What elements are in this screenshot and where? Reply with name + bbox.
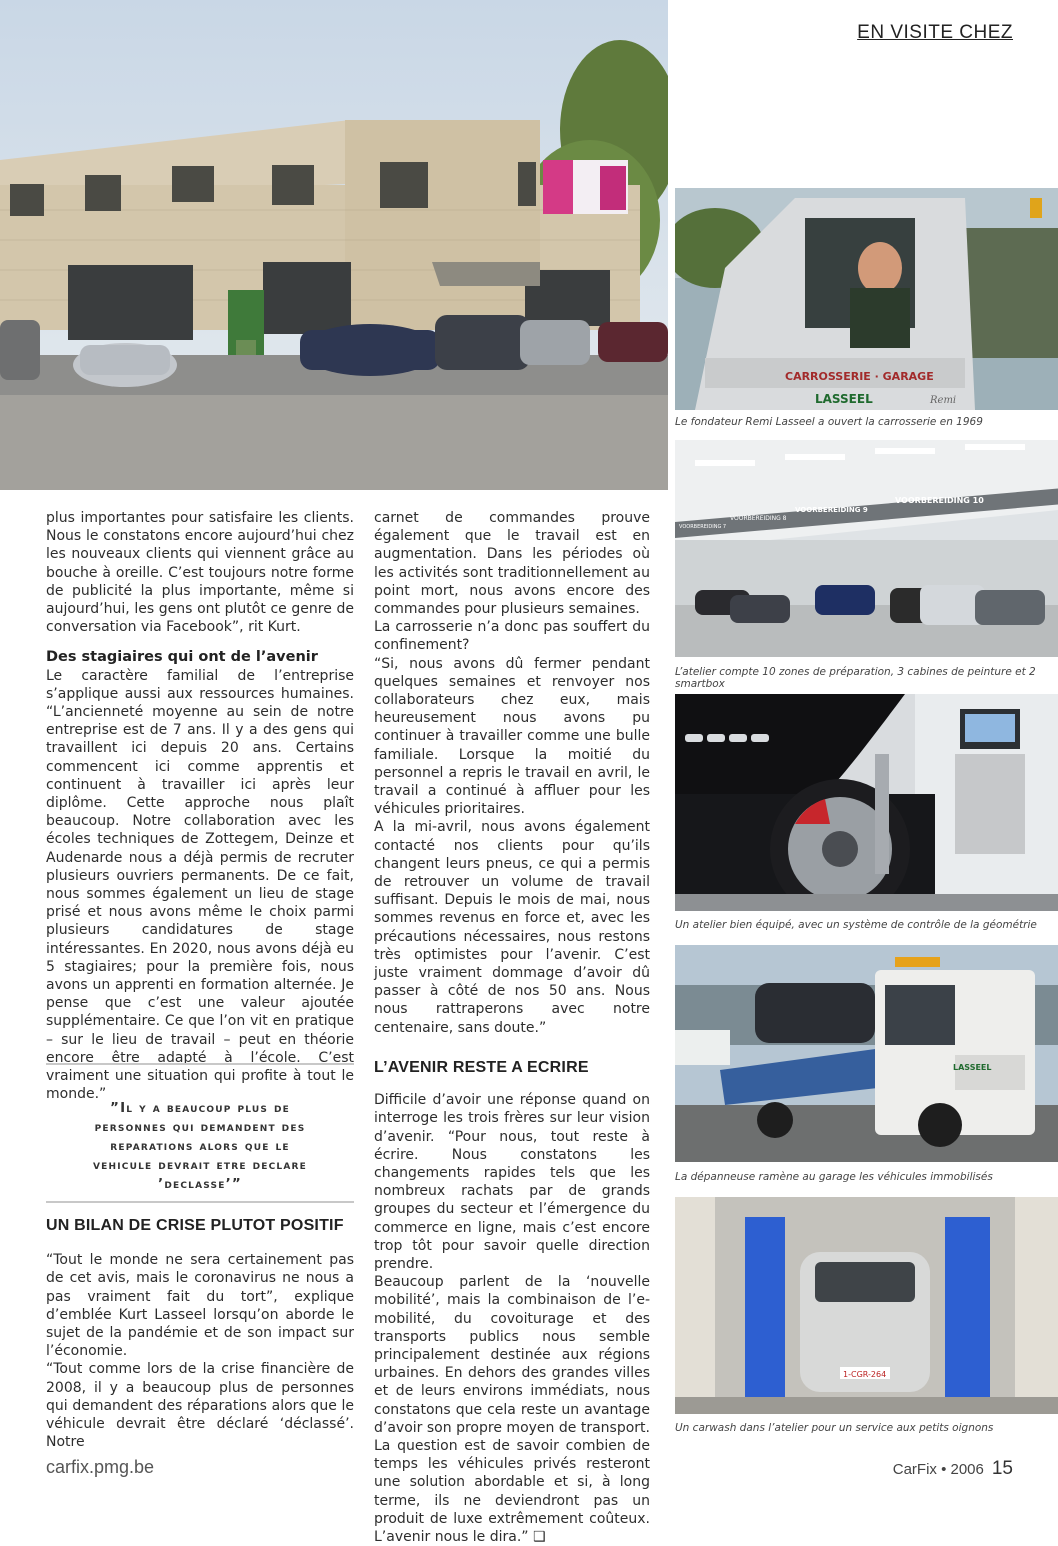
- truck-name-text: LASSEEL: [815, 392, 873, 406]
- tow-logo-text: LASSEEL: [953, 1063, 992, 1072]
- col2-paragraph-4: A la mi-avril, nous avons également contacté nos clients pour qu’ils changent leurs pneus, ce qui a permis de retrouver un volume de travail suffisant. Depuis le mois de mai, nous sommes revenus en force et, avec les précautions nécessaires, nous restons très optimistes pour l’avenir. C’est juste vraiment dommage d’avoir dû passer à côté de nos 50 ans. Nous nous rattraperons avec notre centenaire, sans doute.”: [374, 819, 650, 1036]
- caption-tow: La dépanneuse ramène au garage les véhicules immobilisés: [675, 1171, 993, 1183]
- voorbereiding-10: VOORBEREIDING 10: [895, 496, 984, 505]
- caption-founder: Le fondateur Remi Lasseel a ouvert la carrosserie en 1969: [675, 416, 983, 428]
- caption-carwash: Un carwash dans l’atelier pour un service aux petits oignons: [675, 1422, 994, 1434]
- page-number: 15: [991, 1458, 1013, 1479]
- heading-bilan-de-crise: UN BILAN DE CRISE PLUTOT POSITIF: [46, 1217, 344, 1234]
- col1-paragraph-2: Le caractère familial de l’entreprise s’applique aussi aux ressources humaines. “L’ancienneté moyenne au sein de notre entreprise est de 7 ans. Il y a des gens qui travaillent ici depuis 20 ans. Certains commencent ici comme apprentis et continuent à travailler ici après leur diplôme. Cette approche nous plaît beaucoup. Notre collaboration avec les écoles techniques de Zottegem, Deinze et Audenarde nous a déjà permis de recruter plusieurs ouvriers permanents. De ce fait, nous sommes également un lieu de stage prisé et nous avons même le choix parmi plusieurs candidatures de stage intéressantes. En 2020, nous avons déjà eu 5 stagiaires; pour la première fois, nous avons un apprenti en formation alternée. Je pense que c’est une valeur ajoutée supplémentaire. Ce que l’on vit en pratique – sur le lieu de travail – peut en théorie encore être adapté à l’école. C’est vraiment une situation qui profite à tout le monde.”: [46, 667, 354, 1103]
- col1-paragraph-1: plus importantes pour satisfaire les clients. Nous le constatons encore aujourd’hui chez les nouveaux clients qui viennent grâce au bouche à oreille. C’est toujours notre forme de publicité la plus importante, même si aujourd’hui, les gens ont plutôt ce genre de conversation via Facebook”, rit Kurt.: [46, 510, 354, 636]
- col2-paragraph-3: “Si, nous avons dû fermer pendant quelques semaines et renvoyer nos collaborateurs chez eux, mais heureusement nous avons pu continuer à travailler comme une bulle familiale. Lorsque la moitié du personnel a repris le travail en avril, le travail a continué à affluer pour les véhicules prioritaires.: [374, 655, 650, 818]
- tow-truck-photo: [675, 945, 1058, 1162]
- section-tag: EN VISITE CHEZ: [857, 22, 1013, 43]
- footer-website-link[interactable]: carfix.pmg.be: [46, 1457, 155, 1477]
- geometry-photo: [675, 694, 1058, 911]
- article-column-2: [374, 509, 650, 1546]
- pull-quote: [46, 1063, 354, 1203]
- col2-paragraph-6: Beaucoup parlent de la ‘nouvelle mobilité’, mais la combinaison de l’e-mobilité, du covoiturage et des transports publics nous semble principalement destinée aux régions urbaines. En dehors des grandes villes et de leurs environs immédiats, nous constatons que cela reste un avantage d’avoir son propre moyen de transport. La question est de savoir combien de temps les véhicules privés resteront une solution abordable et si, à long terme, ils ne deviendront pas un produit de luxe extrêmement coûteux. L’avenir nous le dira.” ❑: [374, 1274, 650, 1545]
- footer-folio: [893, 1458, 1013, 1480]
- carwash-photo: [675, 1197, 1058, 1414]
- caption-geometry: Un atelier bien équipé, avec un système de contrôle de la géométrie: [675, 919, 1037, 931]
- truck-door-text: CARROSSERIE · GARAGE: [785, 370, 934, 383]
- col1-paragraph-3: “Tout le monde ne sera certainement pas de cet avis, mais le coronavirus ne nous a pas vraiment fait du tort”, explique d’emblée Kurt Lasseel lorsqu’on aborde le sujet de la pandémie et de son impact sur l’économie.: [46, 1252, 354, 1360]
- col2-paragraph-2: La carrosserie n’a donc pas souffert du confinement?: [374, 619, 650, 654]
- col1-paragraph-4: “Tout comme lors de la crise financière de 2008, il y a beaucoup plus de personnes qui demandent des réparations alors que le véhicule devrait être déclaré ‘déclassé’. Notre: [46, 1361, 354, 1451]
- voorbereiding-8: VOORBEREIDING 8: [730, 515, 787, 522]
- article-column-1: [46, 509, 354, 1104]
- footer-magazine: CarFix • 2006: [892, 1461, 984, 1478]
- founder-photo: [675, 188, 1058, 410]
- voorbereiding-9: VOORBEREIDING 9: [795, 506, 868, 514]
- pull-quote-text: ”Il y a beaucoup plus de personnes qui demandent des reparations alors que le vehicule devrait etre declare ’declasse’”: [92, 1100, 308, 1192]
- truck-sign-text: Remi: [930, 395, 957, 406]
- article-column-1-bottom: [46, 1217, 354, 1451]
- heading-avenir: L’AVENIR RESTE A ECRIRE: [374, 1058, 589, 1076]
- col2-paragraph-5: Difficile d’avoir une réponse quand on interroge les trois frères sur leur vision d’avenir. “Pour nous, tout reste à écrire. Nous constatons les changements rapides tels que les nombreux rachats par de grands groupes du secteur et l’émergence du commerce en ligne, mais c’est encore trop tôt pour savoir quelle direction prendre.: [374, 1092, 650, 1272]
- caption-workshop: L’atelier compte 10 zones de préparation, 3 cabines de peinture et 2 smartbox: [675, 666, 1036, 690]
- col1-heading-stagiaires: Des stagiaires qui ont de l’avenir: [46, 649, 318, 666]
- building-photo: [0, 0, 668, 490]
- workshop-photo: [675, 440, 1058, 657]
- voorbereiding-7: VOORBEREIDING 7: [679, 524, 727, 530]
- plate-text: 1-CGR-264: [843, 1370, 887, 1379]
- col2-paragraph-1: carnet de commandes prouve également que le travail est en augmentation. Dans les périodes où les activités sont traditionnellement au point mort, nous avons encore des commandes pour plusieurs semaines.: [374, 510, 650, 618]
